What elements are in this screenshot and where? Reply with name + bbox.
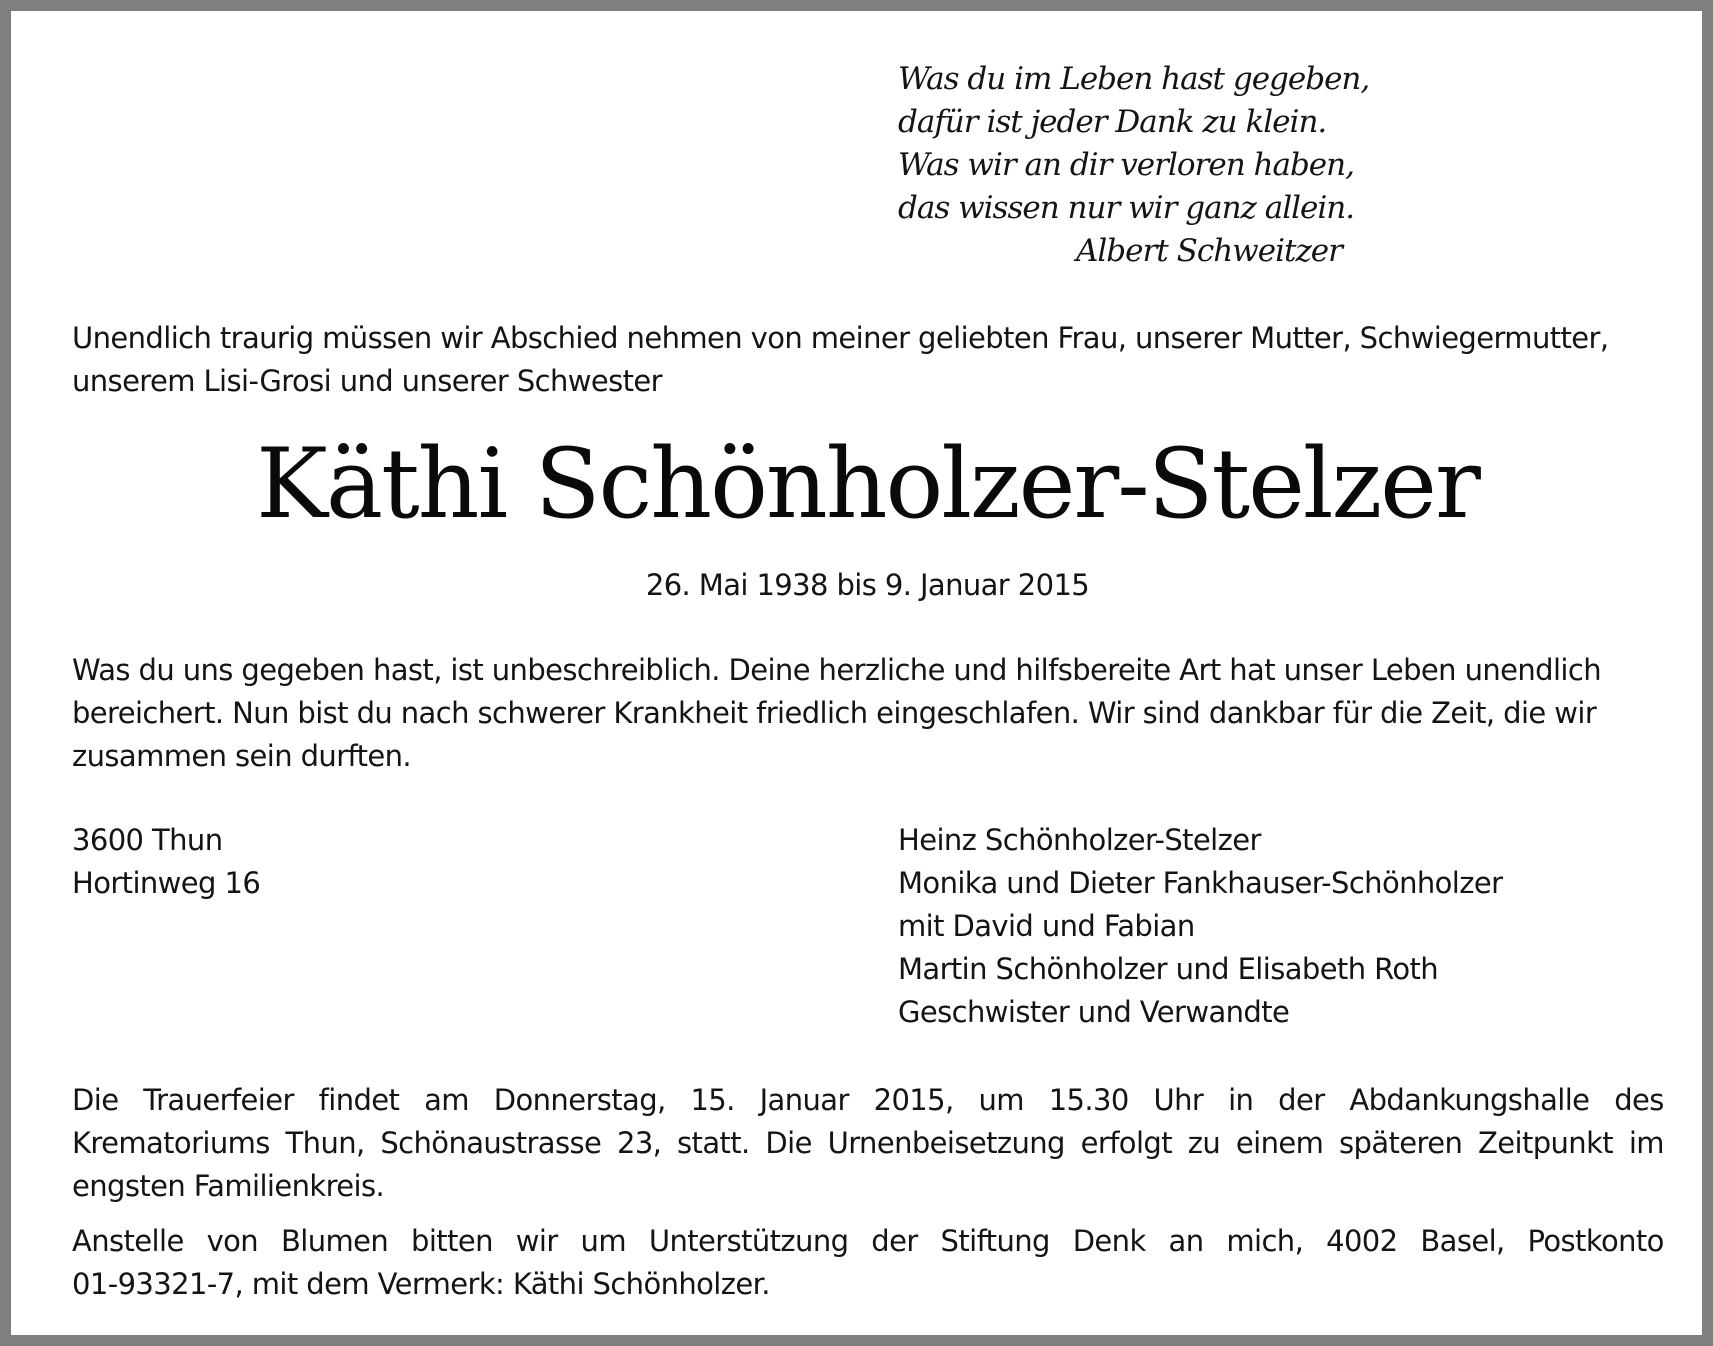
word: wir <box>515 1224 558 1258</box>
word: in <box>1228 1083 1254 1117</box>
word: Die <box>72 1083 119 1117</box>
word: der <box>871 1224 918 1258</box>
mourner-entry: Monika und Dieter Fankhauser-Schönholzer <box>898 866 1503 900</box>
tribute-line: bereichert. Nun bist du nach schwerer Krankheit friedlich eingeschlafen. Wir sind dankbar für die Zeit, die wir <box>72 696 1597 730</box>
word: der <box>1278 1083 1325 1117</box>
word: Trauerfeier <box>143 1083 294 1117</box>
word: des <box>1614 1083 1664 1117</box>
deceased-name: Käthi Schönholzer-Stelzer <box>256 428 1479 540</box>
word: Blumen <box>280 1224 389 1258</box>
word: Januar <box>759 1083 849 1117</box>
word: bitten <box>411 1224 493 1258</box>
tribute-line: Was du uns gegeben hast, ist unbeschreiblich. Deine herzliche und hilfsbereite Art hat unser Leben unendlich <box>72 653 1601 687</box>
word: Uhr <box>1153 1083 1204 1117</box>
intro-line: Unendlich traurig müssen wir Abschied nehmen von meiner geliebten Frau, unserer Mutter, Schwiegermutter, <box>72 321 1609 355</box>
word: 4002 <box>1326 1224 1398 1258</box>
ceremony-line <box>72 1079 1664 1122</box>
word: Thun, <box>285 1126 365 1160</box>
word: im <box>1628 1126 1664 1160</box>
word: Die <box>765 1126 812 1160</box>
word: um <box>580 1224 626 1258</box>
word: Postkonto <box>1527 1224 1664 1258</box>
word: 15. <box>690 1083 735 1117</box>
word: späteren <box>1339 1126 1463 1160</box>
mourner-entry: Geschwister und Verwandte <box>898 995 1290 1029</box>
word: erfolgt <box>1080 1126 1172 1160</box>
mourner-entry: Heinz Schönholzer-Stelzer <box>898 823 1261 857</box>
quote-line: Was wir an dir verloren haben, <box>898 147 1354 183</box>
quote-line: das wissen nur wir ganz allein. <box>898 190 1355 226</box>
word: 2015, <box>873 1083 954 1117</box>
donation-info <box>72 1220 1664 1306</box>
mourner-entry: mit David und Fabian <box>898 909 1195 943</box>
mourner-entry: Martin Schönholzer und Elisabeth Roth <box>898 952 1439 986</box>
word: Schönaustrasse <box>380 1126 602 1160</box>
donation-line: 01-93321-7, mit dem Vermerk: Käthi Schönholzer. <box>72 1267 770 1301</box>
word: Stiftung <box>940 1224 1050 1258</box>
word: Donnerstag, <box>493 1083 666 1117</box>
word: Zeitpunkt <box>1477 1126 1614 1160</box>
address-street: Hortinweg 16 <box>72 866 261 900</box>
ceremony-line <box>72 1122 1664 1165</box>
word: Anstelle <box>72 1224 184 1258</box>
donation-line <box>72 1220 1664 1263</box>
quote-line: dafür ist jeder Dank zu klein. <box>898 104 1327 140</box>
word: Basel, <box>1420 1224 1505 1258</box>
intro-line: unserem Lisi-Grosi und unserer Schwester <box>72 364 662 398</box>
family-address <box>72 819 572 905</box>
tribute-text <box>72 649 1672 778</box>
word: Krematoriums <box>72 1126 270 1160</box>
address-city: 3600 Thun <box>72 823 223 857</box>
quote-author: Albert Schweitzer <box>1076 233 1342 269</box>
quote-line: Was du im Leben hast gegeben, <box>898 61 1370 97</box>
word: Denk <box>1072 1224 1146 1258</box>
word: 23, <box>616 1126 662 1160</box>
word: mich, <box>1226 1224 1304 1258</box>
mourners-list <box>898 819 1658 1034</box>
word: einem <box>1235 1126 1324 1160</box>
word: Urnenbeisetzung <box>827 1126 1065 1160</box>
word: von <box>206 1224 259 1258</box>
tribute-line: zusammen sein durften. <box>72 739 412 773</box>
ceremony-info <box>72 1079 1664 1208</box>
word: um <box>978 1083 1024 1117</box>
word: 15.30 <box>1048 1083 1129 1117</box>
word: statt. <box>677 1126 750 1160</box>
word: an <box>1168 1224 1204 1258</box>
word: Unterstützung <box>648 1224 849 1258</box>
life-dates: 26. Mai 1938 bis 9. Januar 2015 <box>645 568 1090 602</box>
word: findet <box>318 1083 400 1117</box>
intro-text <box>72 317 1672 403</box>
ceremony-line: engsten Familienkreis. <box>72 1169 385 1203</box>
word: am <box>424 1083 469 1117</box>
word: Abdankungshalle <box>1349 1083 1590 1117</box>
epigraph-quote <box>898 58 1458 273</box>
word: zu <box>1187 1126 1221 1160</box>
